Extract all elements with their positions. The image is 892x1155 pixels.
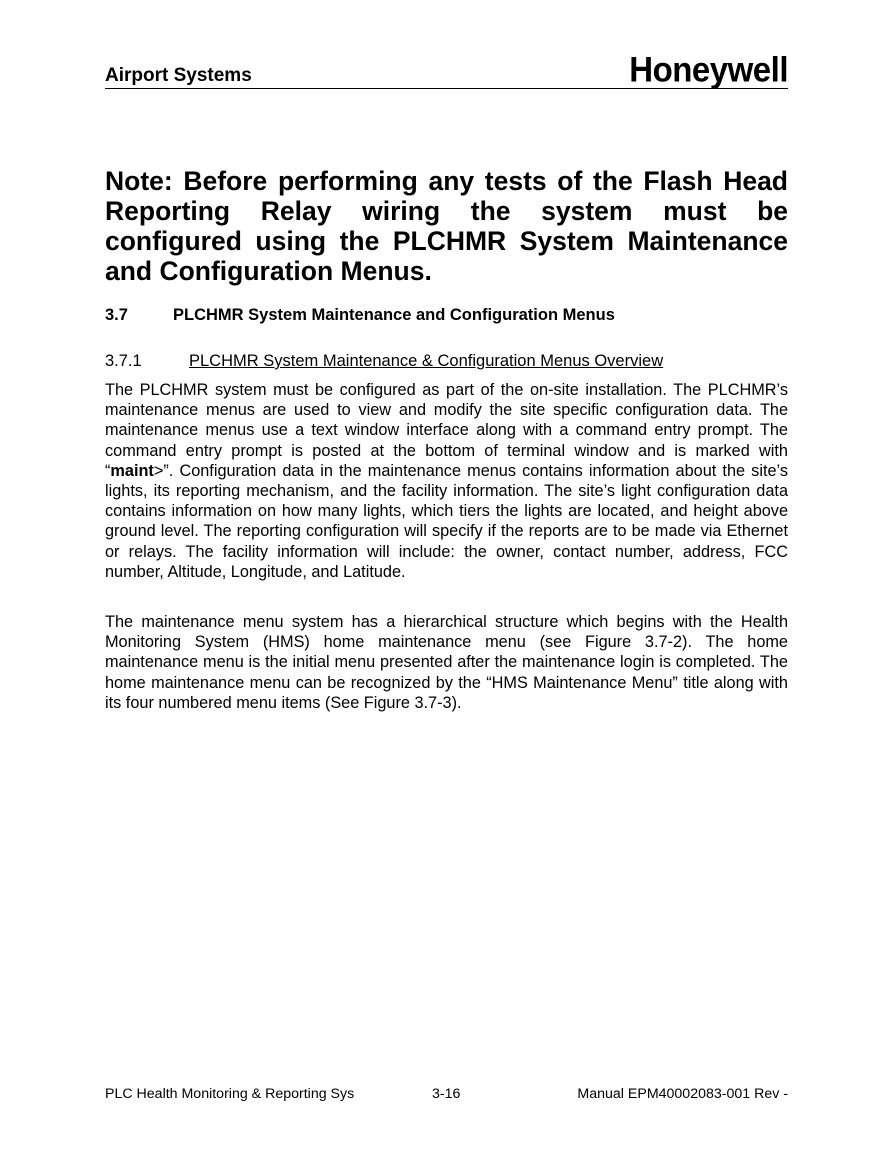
footer-page-number: 3-16 [432, 1086, 461, 1102]
note-text: Note: Before performing any tests of the Flash Head Reporting Relay wiring the system must be configured using the PLCHMR System Maintenance and Configuration Menus. [105, 166, 788, 286]
subsection-title: PLCHMR System Maintenance & Configuration Menus Overview [189, 352, 664, 370]
section-number: 3.7 [105, 306, 128, 324]
page-header [105, 50, 788, 89]
honeywell-logo: Honeywell [629, 49, 788, 90]
section-heading [105, 306, 615, 325]
header-section-name: Airport Systems [105, 65, 252, 86]
paragraph-1-text-a: The PLCHMR system must be configured as part of the on-site installation. The PLCHMR’s maintenance menus are used to view and modify the site specific configuration data. The maintenance menus use a text window interface along with a command entry prompt. The command entry prompt is posted at the bottom of terminal window and is marked with “ [105, 381, 788, 480]
footer-manual-number: Manual EPM40002083-001 Rev - [577, 1086, 788, 1102]
page-footer [105, 1086, 788, 1106]
paragraph-2: The maintenance menu system has a hierarchical structure which begins with the Health Monitoring System (HMS) home maintenance menu (see Figure 3.7-2). The home maintenance menu is the initial menu presented after the maintenance login is completed. The home maintenance menu can be recognized by the “HMS Maintenance Menu” title along with its four numbered menu items (See Figure 3.7-3). [105, 613, 788, 712]
section-title: PLCHMR System Maintenance and Configuration Menus [173, 306, 615, 324]
subsection-heading [105, 352, 663, 371]
maint-prompt: maint [110, 461, 154, 480]
footer-document-title: PLC Health Monitoring & Reporting Sys [105, 1086, 355, 1102]
paragraph-1 [105, 380, 788, 582]
subsection-number: 3.7.1 [105, 352, 142, 370]
paragraph-1-text-b: >”. Configuration data in the maintenance menus contains information about the site’s lights, its reporting mechanism, and the facility information. The site’s light configuration data contains information on how many lights, which tiers the lights are located, and height above ground level. The reporting configuration will specify if the reports are to be made via Ethernet or relays. The facility information will include: the owner, contact number, address, FCC number, Altitude, Longitude, and Latitude. [105, 461, 788, 581]
